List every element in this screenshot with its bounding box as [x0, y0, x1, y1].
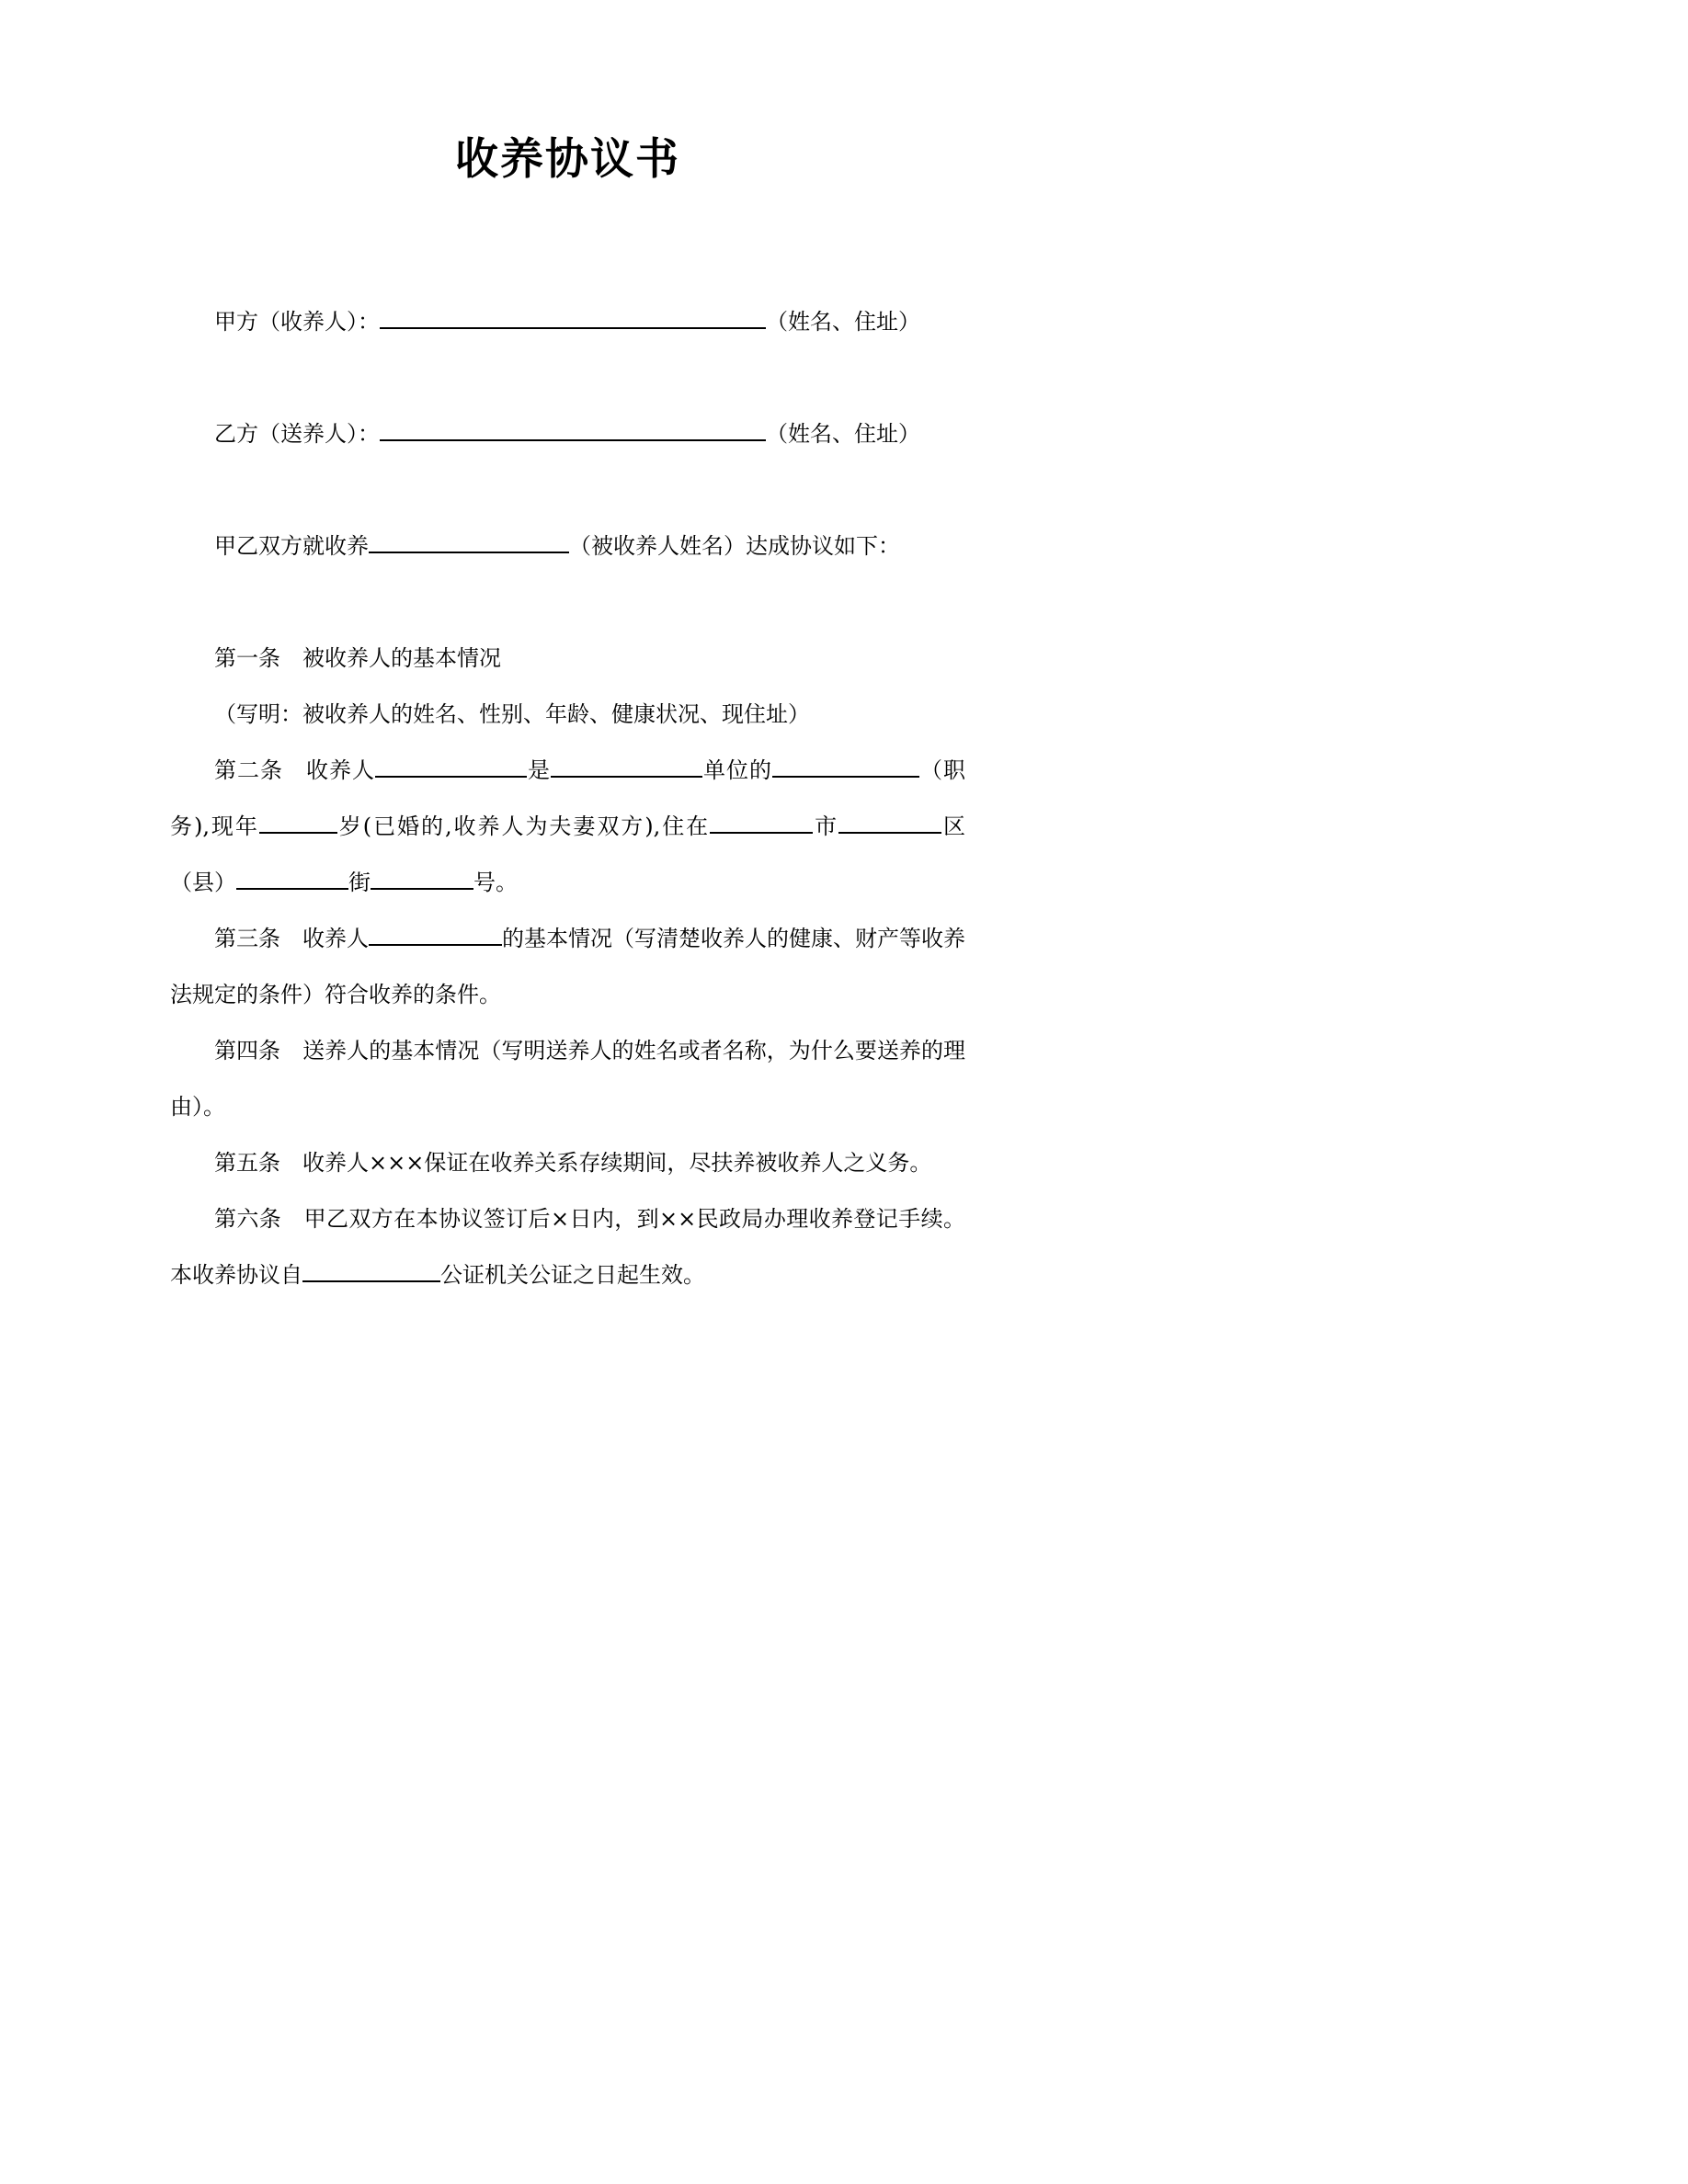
fill-in-blank: [710, 812, 813, 834]
text-run: 街: [348, 870, 371, 895]
text-run: （写明：被收养人的姓名、性别、年龄、健康状况、现住址）: [214, 701, 810, 727]
text-run: 区（县）: [170, 813, 966, 895]
text-run: 第三条 收养人: [214, 926, 369, 951]
text-run: 公证机关公证之日起生效。: [440, 1262, 705, 1288]
fill-in-blank: [838, 812, 941, 834]
fill-in-blank: [551, 756, 702, 778]
fill-in-blank: [259, 812, 337, 834]
paragraph-article-4: [170, 1023, 965, 1135]
fill-in-blank: [380, 419, 766, 441]
text-run: （姓名、住址）: [766, 309, 920, 335]
text-run: 的基本情况（写清楚收养人的健康、财产等收养法规定的条件）符合收养的条件。: [170, 926, 965, 1007]
text-run: 第六条 甲乙双方在本协议签订后×日内，到××民政局办理收养登记手续。本收养协议自: [170, 1206, 965, 1288]
text-run: 第四条 送养人的基本情况（写明送养人的姓名或者名称，为什么要送养的理由）。: [170, 1038, 965, 1120]
text-run: （职务),现年: [170, 757, 965, 839]
text-run: 单位的: [702, 757, 772, 783]
paragraph-party-b-line: [170, 406, 965, 462]
text-run: 第五条 收养人×××保证在收养关系存续期间，尽扶养被收养人之义务。: [214, 1150, 932, 1176]
text-run: 甲方（收养人）：: [214, 309, 380, 335]
paragraph-party-a-line: [170, 294, 965, 350]
fill-in-blank: [236, 868, 348, 890]
text-run: 市: [813, 813, 839, 839]
fill-in-blank: [369, 531, 569, 553]
paragraph-article-1: [170, 631, 965, 687]
fill-in-blank: [369, 924, 502, 946]
paragraph-preamble: [170, 518, 965, 574]
text-run: 号。: [473, 870, 518, 895]
text-run: （姓名、住址）: [766, 421, 920, 447]
text-run: 第一条 被收养人的基本情况: [214, 645, 501, 671]
text-run: 甲乙双方就收养: [214, 533, 369, 559]
paragraph-article-1-note: [170, 687, 965, 743]
paragraph-article-3: [170, 911, 965, 1023]
text-run: 是: [527, 757, 551, 783]
text-run: （被收养人姓名）达成协议如下：: [569, 533, 900, 559]
text-run: 乙方（送养人）：: [214, 421, 380, 447]
fill-in-blank: [772, 756, 919, 778]
paragraph-article-2: [170, 743, 965, 911]
fill-in-blank: [371, 868, 473, 890]
text-run: 第二条 收养人: [214, 757, 375, 783]
document-body: [170, 294, 965, 1303]
adoption-agreement-document: [0, 0, 965, 1303]
paragraph-article-6: [170, 1191, 965, 1303]
fill-in-blank: [375, 756, 527, 778]
fill-in-blank: [302, 1260, 440, 1282]
document-title: 收养协议书: [455, 134, 680, 185]
paragraph-article-5: [170, 1135, 965, 1191]
text-run: 岁(已婚的,收养人为夫妻双方),住在: [336, 813, 711, 839]
fill-in-blank: [380, 307, 766, 329]
